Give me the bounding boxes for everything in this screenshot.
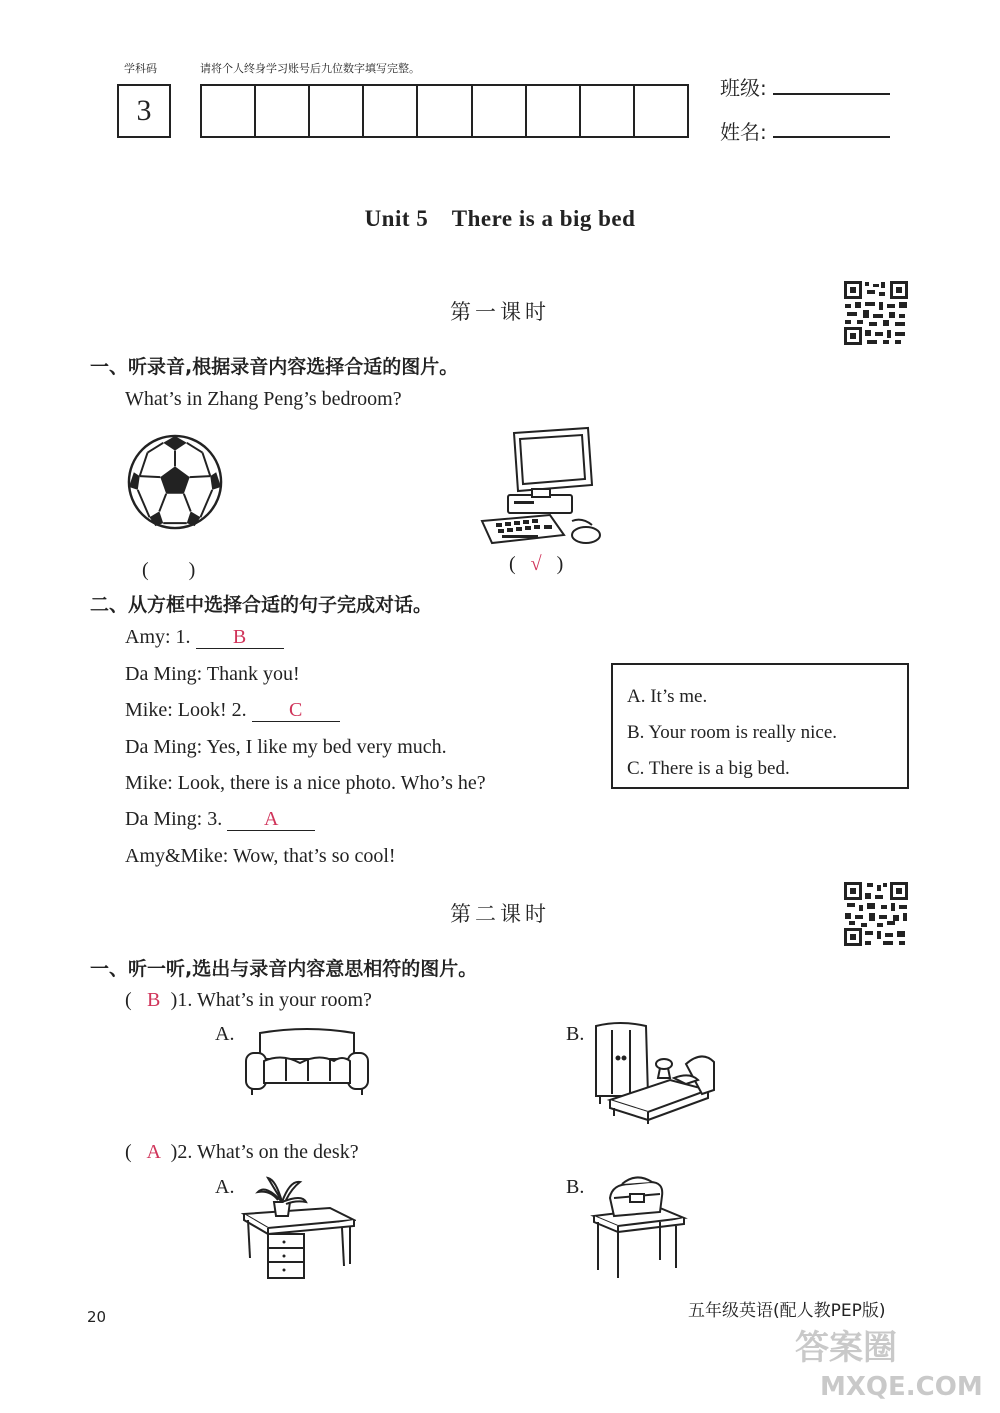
lesson2-part1-heading: 一、听一听,选出与录音内容意思相符的图片。 — [90, 958, 478, 980]
lesson1-part2-heading: 二、从方框中选择合适的句子完成对话。 — [90, 594, 433, 616]
name-field[interactable] — [773, 136, 890, 138]
paren-open: ( — [125, 989, 132, 1011]
soccer-ball-icon — [126, 433, 224, 531]
options-box — [611, 663, 909, 789]
option-label-a: A. — [215, 1023, 235, 1045]
answer-blank-2[interactable]: C — [252, 699, 340, 722]
lesson2-title: 第二课时 — [450, 902, 550, 926]
unit-title: Unit 5 There is a big bed — [364, 206, 636, 231]
dialogue-line-7: Amy&Mike: Wow, that’s so cool! — [125, 845, 396, 867]
fill-instruction: 请将个人终身学习账号后九位数字填写完整。 — [200, 62, 420, 75]
lesson1-title: 第一课时 — [450, 300, 550, 324]
digit-box[interactable] — [418, 86, 472, 136]
desk-with-bag-icon — [590, 1176, 688, 1280]
watermark-logo: 答案圈 — [795, 1328, 897, 1368]
question-2-text: )2. What’s on the desk? — [170, 1141, 359, 1163]
digit-box[interactable] — [364, 86, 418, 136]
paren-close: ) — [556, 553, 564, 575]
paren-open: ( — [509, 553, 516, 575]
option-a: A. It’s me. — [627, 686, 708, 707]
page-number: 20 — [87, 1308, 107, 1326]
answer-2[interactable]: A — [146, 1141, 161, 1163]
option-label-b: B. — [566, 1023, 585, 1045]
computer-icon — [474, 425, 608, 549]
name-label: 姓名: — [720, 120, 767, 144]
dialogue-line-1 — [125, 626, 284, 649]
qr-code-icon — [843, 280, 909, 346]
digit-box[interactable] — [635, 86, 687, 136]
option-label-a: A. — [215, 1176, 235, 1198]
dialogue-line-4: Da Ming: Yes, I like my bed very much. — [125, 736, 447, 758]
digit-box[interactable] — [581, 86, 635, 136]
dialogue-text: Amy: 1. — [125, 626, 191, 648]
check-mark-answer: √ — [530, 553, 542, 575]
question-1-text: )1. What’s in your room? — [170, 989, 372, 1011]
option-label-b: B. — [566, 1176, 585, 1198]
qr-code-icon — [843, 881, 909, 947]
dialogue-line-2: Da Ming: Thank you! — [125, 663, 300, 685]
answer-paren-1[interactable]: ( ) — [142, 559, 196, 581]
account-digit-boxes[interactable] — [200, 84, 689, 138]
digit-box[interactable] — [256, 86, 310, 136]
digit-box[interactable] — [473, 86, 527, 136]
desk-with-plant-icon — [240, 1174, 356, 1280]
subject-code-label: 学科码 — [124, 62, 157, 75]
question-2 — [125, 1141, 359, 1164]
watermark-url: MXQE.COM — [820, 1372, 983, 1402]
sofa-icon — [242, 1025, 372, 1099]
lesson1-question: What’s in Zhang Peng’s bedroom? — [125, 388, 402, 410]
dialogue-line-3 — [125, 699, 340, 722]
dialogue-line-6 — [125, 808, 315, 831]
bedroom-icon — [590, 1020, 720, 1124]
dialogue-line-5: Mike: Look, there is a nice photo. Who’s he? — [125, 772, 486, 794]
lesson1-part1-heading: 一、听录音,根据录音内容选择合适的图片。 — [90, 356, 459, 378]
dialogue-text: Da Ming: 3. — [125, 808, 223, 830]
answer-1[interactable]: B — [147, 989, 161, 1011]
book-title: 五年级英语(配人教PEP版) — [688, 1301, 886, 1321]
digit-box[interactable] — [202, 86, 256, 136]
option-c: C. There is a big bed. — [627, 758, 790, 779]
answer-paren-2[interactable] — [509, 553, 563, 576]
answer-blank-3[interactable]: A — [227, 808, 315, 831]
paren-open: ( — [125, 1141, 132, 1163]
question-1 — [125, 989, 372, 1012]
answer-blank-1[interactable]: B — [196, 626, 284, 649]
subject-code-box: 3 — [117, 84, 171, 138]
option-b: B. Your room is really nice. — [627, 722, 838, 743]
class-field[interactable] — [773, 93, 890, 95]
dialogue-text: Mike: Look! 2. — [125, 699, 247, 721]
digit-box[interactable] — [310, 86, 364, 136]
class-label: 班级: — [720, 76, 767, 100]
digit-box[interactable] — [527, 86, 581, 136]
